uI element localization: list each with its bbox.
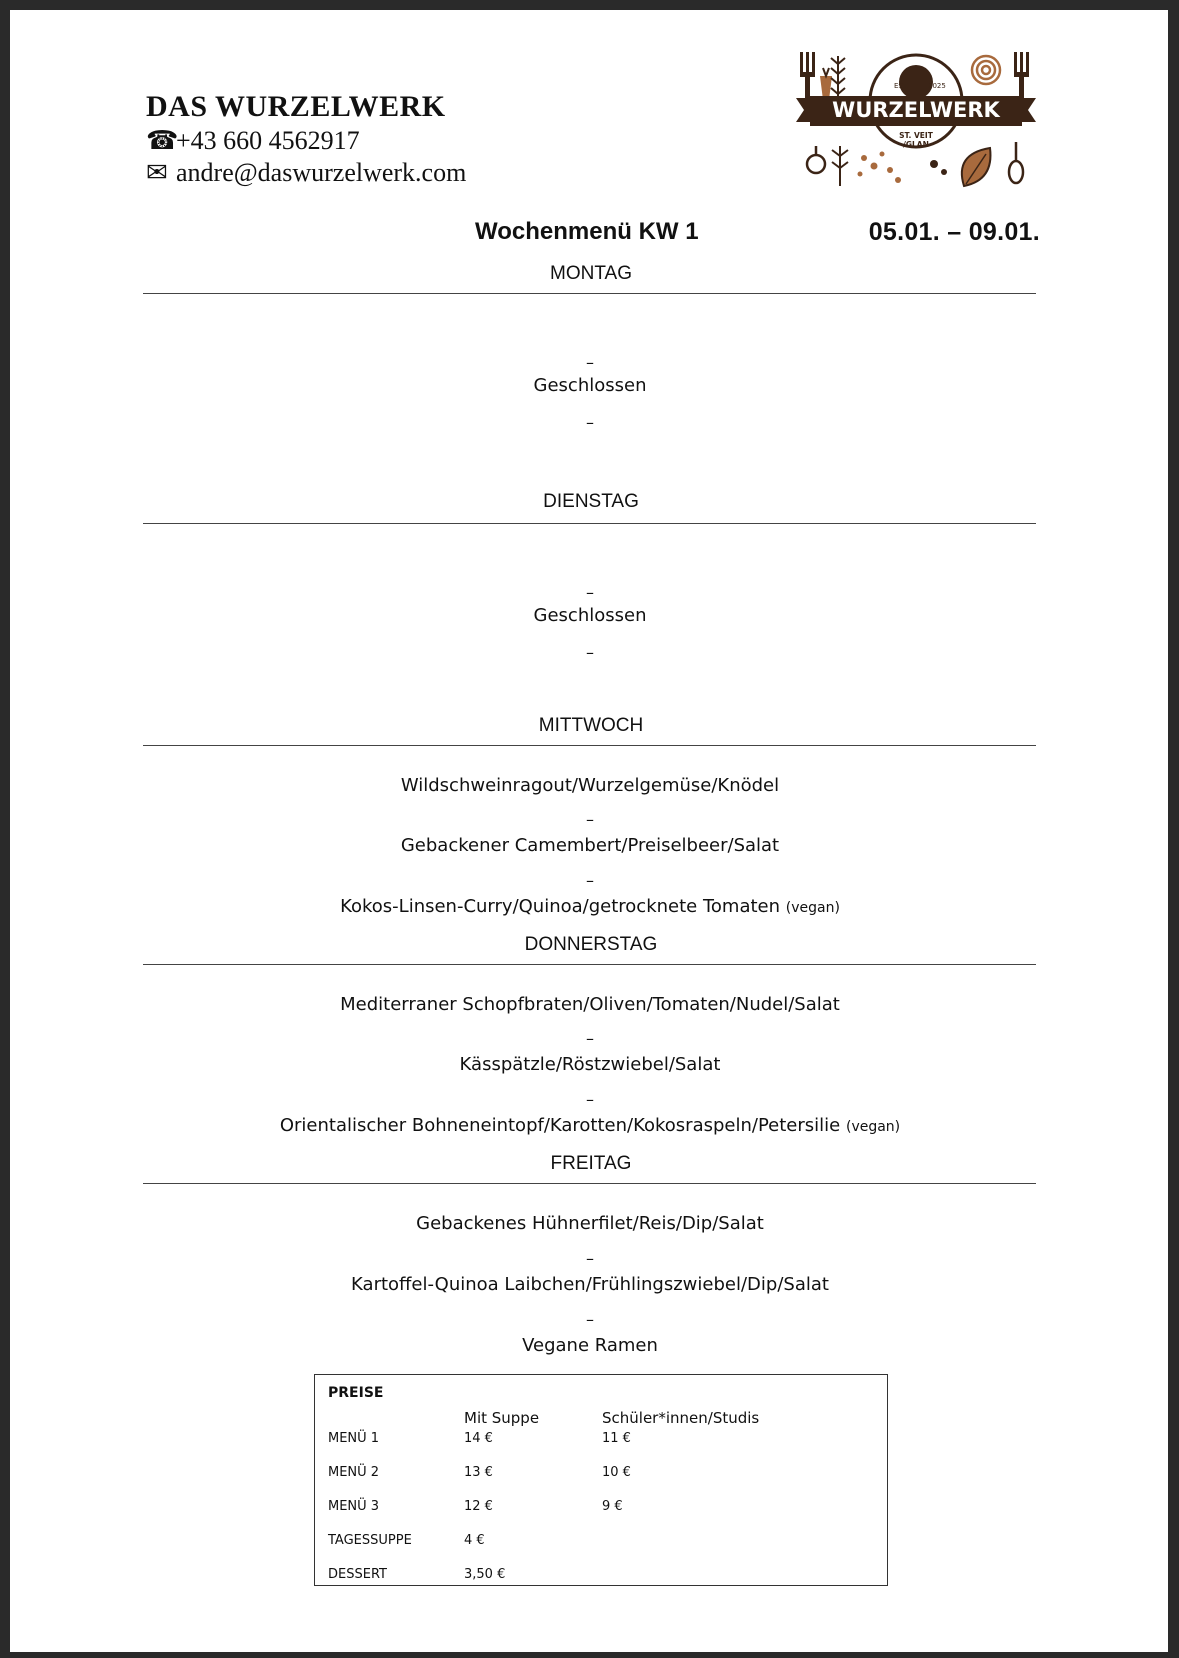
price-value: 13 € [464, 1465, 493, 1480]
week-dates: 05.01. – 09.01. [868, 218, 1040, 246]
separator: – [586, 1029, 594, 1048]
column-header-students: Schüler*innen/Studis [602, 1409, 760, 1427]
vegan-note: (vegan) [785, 900, 840, 916]
menu-item-text: Kokos-Linsen-Curry/Quinoa/getrocknete Tomaten [340, 896, 781, 917]
spoon-icon [1009, 142, 1023, 183]
price-value: 3,50 € [464, 1567, 506, 1582]
day-title-freitag: FREITAG [550, 1153, 632, 1174]
restaurant-name: DAS WURZELWERK [146, 90, 446, 123]
logo-location-1: ST. VEIT [899, 131, 933, 140]
day-title-montag: MONTAG [550, 263, 632, 284]
separator: – [586, 353, 594, 372]
divider [143, 523, 1036, 524]
price-row-label: DESSERT [328, 1567, 387, 1582]
separator: – [586, 1090, 594, 1109]
column-header-with-soup: Mit Suppe [464, 1409, 540, 1427]
student-price-value: 10 € [602, 1465, 631, 1480]
menu-item: Mediterraner Schopfbraten/Oliven/Tomaten/Nudel/Salat [340, 994, 840, 1015]
wurzelwerk-logo [794, 46, 1038, 196]
envelope-icon: ✉ [146, 158, 168, 187]
menu-item [90, 1115, 1090, 1136]
price-value: 4 € [464, 1533, 485, 1548]
separator: – [586, 1310, 594, 1329]
closed-notice: Geschlossen [533, 605, 647, 626]
price-table [314, 1374, 888, 1586]
menu-item: Kartoffel-Quinoa Laibchen/Frühlingszwiebel/Dip/Salat [351, 1274, 829, 1295]
email-address: andre@daswurzelwerk.com [176, 158, 467, 187]
separator: – [586, 413, 594, 432]
divider [143, 745, 1036, 746]
mushroom-icon [930, 160, 947, 175]
student-price-value: 9 € [602, 1499, 623, 1514]
price-value: 14 € [464, 1431, 493, 1446]
vegan-note: (vegan) [845, 1119, 901, 1135]
seeds-icon [858, 152, 902, 184]
leaf-icon [962, 148, 991, 186]
divider [143, 964, 1036, 965]
email-line [146, 158, 466, 188]
day-title-mittwoch: MITTWOCH [538, 715, 644, 736]
beetroot-icon [807, 146, 825, 173]
day-title-donnerstag: DONNERSTAG [524, 934, 658, 955]
separator: – [586, 810, 594, 829]
herb-sprig-icon [832, 146, 848, 186]
price-row-label: MENÜ 2 [328, 1465, 380, 1480]
divider [143, 1183, 1036, 1184]
separator: – [586, 1249, 594, 1268]
telephone-icon: ☎ [146, 126, 179, 155]
price-row-label: MENÜ 1 [328, 1431, 380, 1446]
separator: – [586, 583, 594, 602]
price-row-label: TAGESSUPPE [328, 1533, 412, 1548]
menu-item: Wildschweinragout/Wurzelgemüse/Knödel [400, 775, 780, 796]
menu-item: Gebackenes Hühnerfilet/Reis/Dip/Salat [416, 1213, 764, 1234]
logo-est: EST. [894, 82, 909, 90]
menu-item: Gebackener Camembert/Preiselbeer/Salat [400, 835, 780, 856]
divider [143, 293, 1036, 294]
menu-item: Kässpätzle/Röstzwiebel/Salat [459, 1054, 721, 1075]
price-table-title: PREISE [328, 1385, 384, 1401]
logo-name: WURZELWERK [832, 98, 1000, 122]
student-price-value: 11 € [602, 1431, 631, 1446]
logo-year: 2025 [928, 82, 946, 90]
day-title-dienstag: DIENSTAG [543, 491, 639, 512]
tree-ring-icon [972, 56, 1000, 84]
week-title: Wochenmenü KW 1 [475, 218, 699, 245]
separator: – [586, 643, 594, 662]
phone-line [146, 126, 360, 156]
menu-item [90, 896, 1090, 917]
phone-number: +43 660 4562917 [176, 126, 360, 155]
menu-item: Vegane Ramen [522, 1335, 658, 1356]
logo-location-2: /GLAN [903, 140, 929, 149]
closed-notice: Geschlossen [533, 375, 647, 396]
separator: – [586, 871, 594, 890]
menu-page [10, 10, 1168, 1652]
menu-item-text: Orientalischer Bohneneintopf/Karotten/Kokosraspeln/Petersilie [279, 1115, 841, 1136]
price-row-label: MENÜ 3 [328, 1499, 380, 1514]
price-value: 12 € [464, 1499, 493, 1514]
